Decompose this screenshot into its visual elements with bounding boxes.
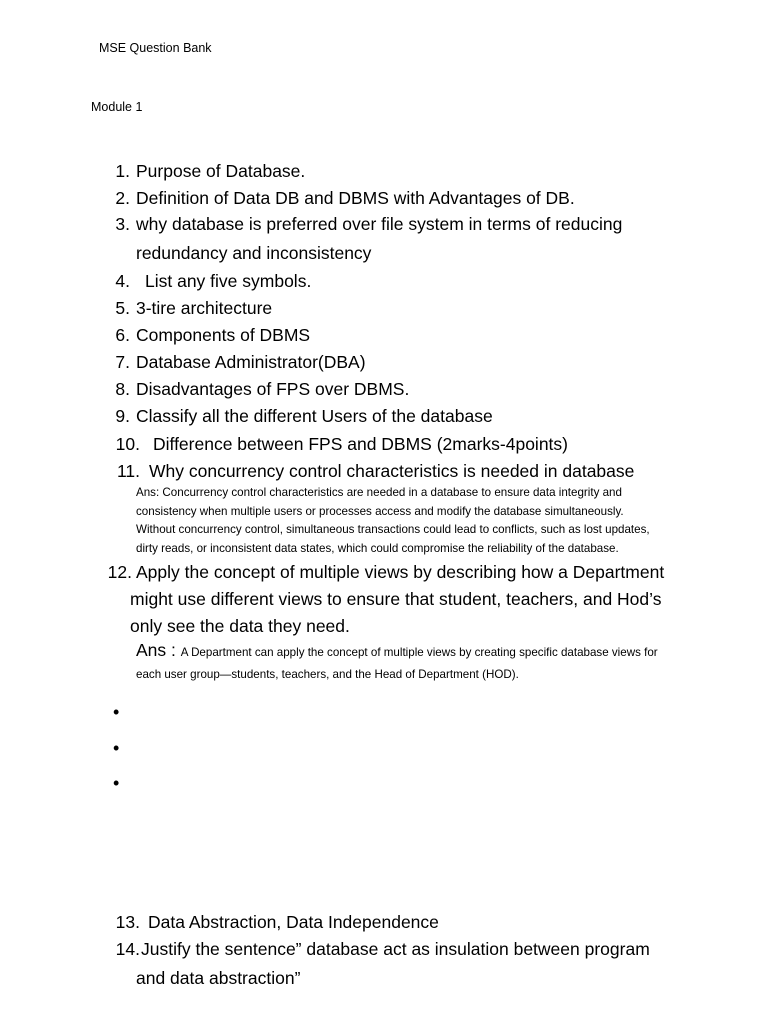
answer-line: dirty reads, or inconsistent data states, which could compromise the reliability of the database. [136,541,619,555]
answer-line: consistency when multiple users or processes access and modify the database simultaneously. [136,504,624,518]
question-number: 6. [115,325,130,345]
answer-line: A Department can apply the concept of multiple views by creating specific database views for [180,646,658,659]
question-text: Components of DBMS [136,325,311,345]
question-text: Justify the sentence” database act as insulation between program [141,939,650,959]
question-text: why database is preferred over file system in terms of reducing [136,214,623,234]
question-text-continued: only see the data they need. [130,616,350,636]
answer-line: Ans: Concurrency control characteristics are needed in a database to ensure data integrity and [136,486,622,499]
question-number: 7. [115,352,130,372]
question-text: Database Administrator(DBA) [136,352,366,372]
question-number: 4. [115,271,130,291]
question-number: 9. [115,406,130,426]
question-number: 10. [115,434,140,454]
question-text: Data Abstraction, Data Independence [148,912,439,932]
answer-text [136,484,716,558]
answer-line: each user group—students, teachers, and the Head of Department (HOD). [136,668,519,681]
answer-line: Without concurrency control, simultaneous transactions could lead to conflicts, such as lost updates, [136,523,650,536]
question-number: 5. [115,298,130,318]
question-text: Why concurrency control characteristics is needed in database [149,461,635,481]
question-text: List any five symbols. [145,271,312,291]
question-text: Classify all the different Users of the database [136,406,493,426]
answer-label: Ans : [136,640,181,660]
question-number: 11. [116,461,140,481]
question-text-continued: and data abstraction” [136,968,301,988]
question-text: 3-tire architecture [136,298,273,318]
question-number: 3. [115,214,130,234]
module-heading: Module 1 [91,100,143,114]
question-number: 2. [115,188,130,208]
bullet-point: • [113,738,120,758]
question-text-continued: might use different views to ensure that student, teachers, and Hod’s [130,589,662,609]
question-number: 13. [115,912,140,932]
question-text: Difference between FPS and DBMS (2marks-4points) [153,434,568,454]
question-number: 14. [115,939,140,959]
question-text: Purpose of Database. [136,161,306,181]
question-text-continued: redundancy and inconsistency [136,243,372,263]
question-number: 12. [107,562,132,582]
question-number: 1. [115,161,130,181]
question-text: Definition of Data DB and DBMS with Advantages of DB. [136,188,575,208]
bullet-point: • [113,702,120,722]
document-header: MSE Question Bank [99,41,212,55]
question-text: Disadvantages of FPS over DBMS. [136,379,410,399]
question-number: 8. [115,379,130,399]
bullet-point: • [113,773,120,793]
answer-block [136,640,658,661]
question-text: Apply the concept of multiple views by describing how a Department [136,562,665,582]
